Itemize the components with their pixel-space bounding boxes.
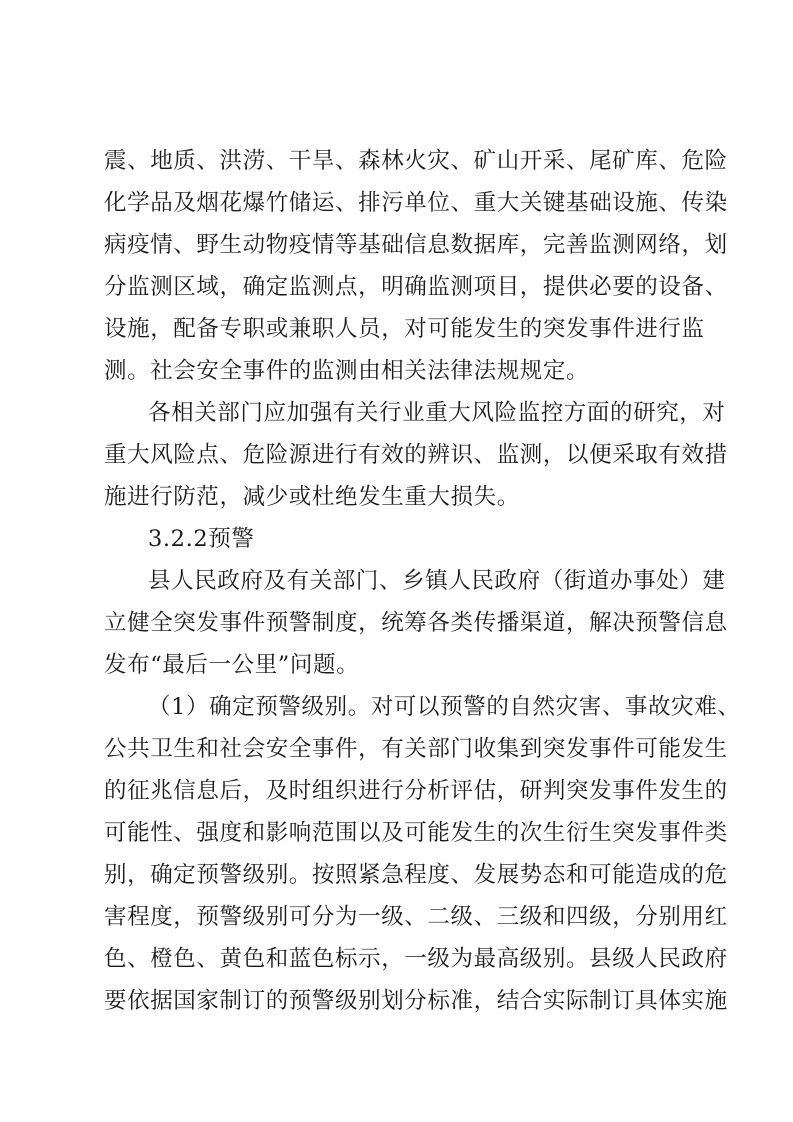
- text-line: 测。社会安全事件的监测由相关法律法规规定。: [104, 358, 590, 384]
- text-line: 重大风险点、危险源进行有效的辨识、监测，以便采取有效措: [104, 442, 728, 468]
- text-line: 震、地质、洪涝、干旱、森林火灾、矿山开采、尾矿库、危险: [104, 148, 728, 174]
- paragraph-first-line: 各相关部门应加强有关行业重大风险监控方面的研究，对: [148, 400, 726, 426]
- text-line: 设施，配备专职或兼职人员，对可能发生的突发事件进行监: [104, 316, 705, 342]
- paragraph-first-line: 县人民政府及有关部门、乡镇人民政府（街道办事处）建: [148, 568, 726, 594]
- text-line: 要依据国家制订的预警级别划分标准，结合实际制订具体实施: [104, 988, 728, 1014]
- text-line: 发布“最后一公里”问题。: [104, 652, 360, 678]
- text-line: 害程度，预警级别可分为一级、二级、三级和四级，分别用红: [104, 904, 728, 930]
- text-line: 病疫情、野生动物疫情等基础信息数据库，完善监测网络，划: [104, 232, 728, 258]
- text-line: 色、橙色、黄色和蓝色标示，一级为最高级别。县级人民政府: [104, 946, 728, 972]
- text-line: 施进行防范，减少或杜绝发生重大损失。: [104, 484, 520, 510]
- text-line: 别，确定预警级别。按照紧急程度、发展势态和可能造成的危: [104, 862, 728, 888]
- text-line: 立健全突发事件预警制度，统筹各类传播渠道，解决预警信息: [104, 610, 728, 636]
- paragraph-first-line: （1）确定预警级别。对可以预警的自然灾害、事故灾难、: [148, 694, 741, 720]
- text-line: 分监测区域，确定监测点，明确监测项目，提供必要的设备、: [104, 274, 728, 300]
- text-line: 可能性、强度和影响范围以及可能发生的次生衍生突发事件类: [104, 820, 728, 846]
- text-line: 公共卫生和社会安全事件，有关部门收集到突发事件可能发生: [104, 736, 728, 762]
- text-line: 的征兆信息后，及时组织进行分析评估，研判突发事件发生的: [104, 778, 728, 804]
- section-heading: 3.2.2预警: [148, 526, 255, 552]
- text-line: 化学品及烟花爆竹储运、排污单位、重大关键基础设施、传染: [104, 190, 728, 216]
